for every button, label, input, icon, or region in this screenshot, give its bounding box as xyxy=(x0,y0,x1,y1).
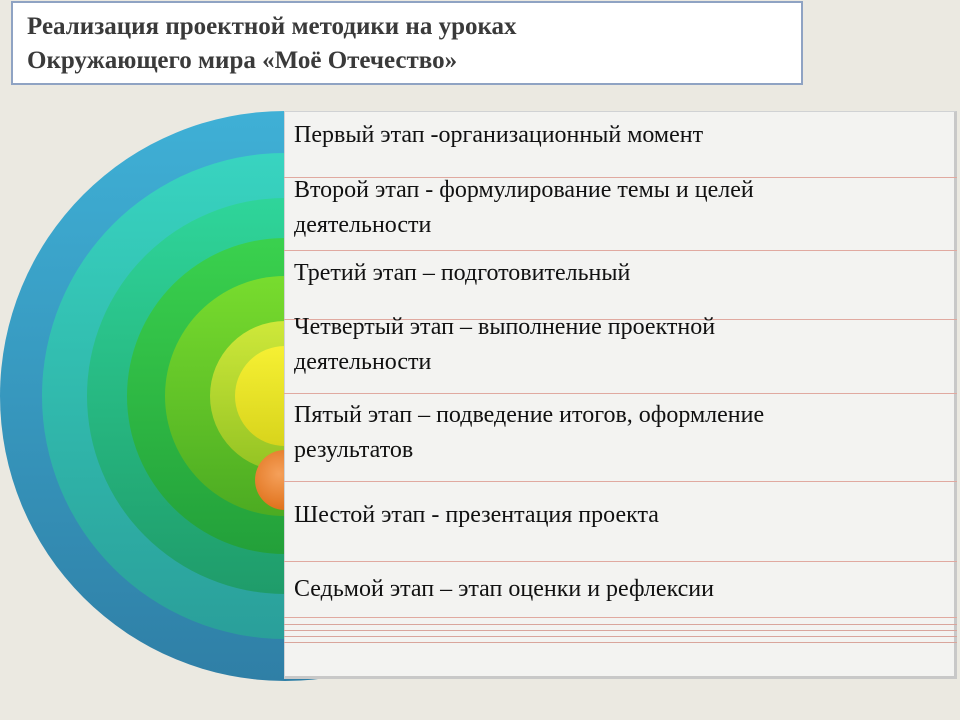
divider-line-2 xyxy=(284,630,957,631)
stage-3-line-1: Третий этап – подготовительный xyxy=(294,260,631,286)
slide-title-line-2: Окружающего мира «Моё Отечество» xyxy=(27,47,458,74)
divider-line-3 xyxy=(284,636,957,637)
stage-5 xyxy=(284,398,957,482)
stage-1 xyxy=(284,118,957,178)
divider-line-1 xyxy=(284,624,957,625)
stage-6-line-1: Шестой этап - презентация проекта xyxy=(294,502,659,528)
stage-6 xyxy=(284,498,957,562)
stage-2-line-2: деятельности xyxy=(294,212,432,238)
stage-5-line-2: результатов xyxy=(294,437,414,463)
stage-4-line-2: деятельности xyxy=(294,349,432,375)
stage-2 xyxy=(284,173,957,251)
stage-7 xyxy=(284,572,957,618)
divider-line-4 xyxy=(284,642,957,643)
stage-7-line-1: Седьмой этап – этап оценки и рефлексии xyxy=(294,576,714,602)
stage-5-line-1: Пятый этап – подведение итогов, оформление xyxy=(294,402,765,428)
stage-4-line-1: Четвертый этап – выполнение проектной xyxy=(294,314,716,340)
slide-title-line-1: Реализация проектной методики на уроках xyxy=(27,13,517,40)
stage-4 xyxy=(284,310,957,394)
stage-2-line-1: Второй этап - формулирование темы и целей xyxy=(294,177,754,203)
stage-1-line-1: Первый этап -организационный момент xyxy=(294,122,704,148)
